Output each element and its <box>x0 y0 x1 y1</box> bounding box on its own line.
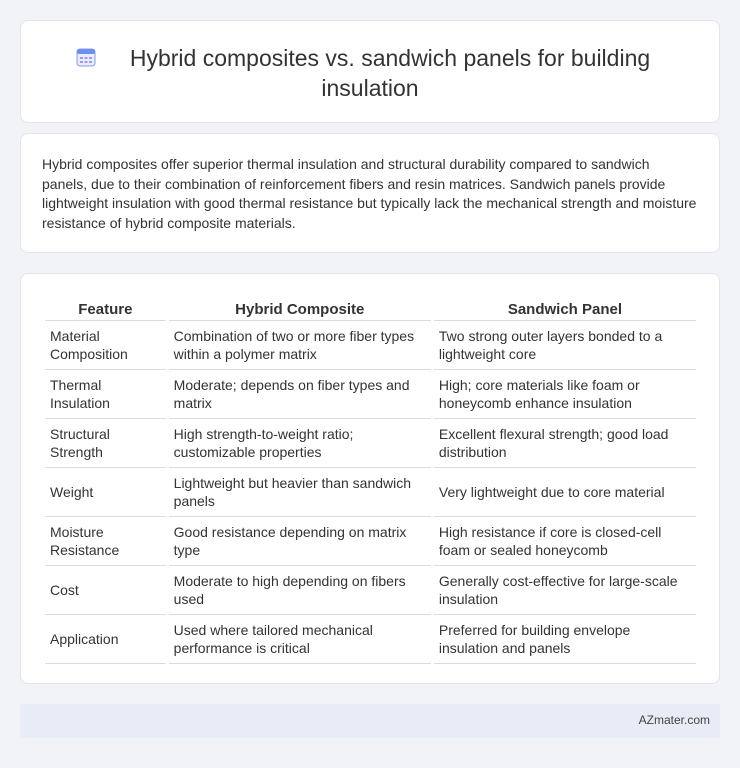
table-row <box>45 419 696 468</box>
hybrid-composite-cell: High strength-to-weight ratio; customizable properties <box>169 419 431 468</box>
page-title-line-2: insulation <box>321 75 419 101</box>
comparison-table-card <box>20 273 720 684</box>
table-row <box>45 321 696 370</box>
column-header-hybrid-composite: Hybrid Composite <box>169 295 431 321</box>
hybrid-composite-cell: Used where tailored mechanical performance is critical <box>169 615 431 664</box>
sandwich-panel-cell: Preferred for building envelope insulation and panels <box>434 615 696 664</box>
sandwich-panel-cell: Excellent flexural strength; good load distribution <box>434 419 696 468</box>
feature-cell: Structural Strength <box>45 419 166 468</box>
feature-cell: Weight <box>45 468 166 517</box>
table-row <box>45 370 696 419</box>
column-header-sandwich-panel: Sandwich Panel <box>434 295 696 321</box>
hybrid-composite-cell: Lightweight but heavier than sandwich panels <box>169 468 431 517</box>
feature-cell: Thermal Insulation <box>45 370 166 419</box>
table-row <box>45 615 696 664</box>
table-row <box>45 517 696 566</box>
summary-card <box>20 133 720 253</box>
sandwich-panel-cell: High; core materials like foam or honeycomb enhance insulation <box>434 370 696 419</box>
sandwich-panel-cell: Generally cost-effective for large-scale insulation <box>434 566 696 615</box>
page-title-line-1: Hybrid composites vs. sandwich panels for building <box>129 45 651 71</box>
table-row <box>45 566 696 615</box>
sandwich-panel-cell: High resistance if core is closed-cell foam or sealed honeycomb <box>434 517 696 566</box>
footer <box>20 704 720 738</box>
hybrid-composite-cell: Moderate to high depending on fibers used <box>169 566 431 615</box>
feature-cell: Moisture Resistance <box>45 517 166 566</box>
page-title <box>21 43 719 103</box>
hybrid-composite-cell: Combination of two or more fiber types within a polymer matrix <box>169 321 431 370</box>
sandwich-panel-cell: Two strong outer layers bonded to a lightweight core <box>434 321 696 370</box>
comparison-table <box>42 295 699 664</box>
table-header-row <box>45 295 696 321</box>
table-row <box>45 468 696 517</box>
summary-text: Hybrid composites offer superior thermal insulation and structural durability compared to sandwich panels, due to their combination of reinforcement fibers and resin matrices. Sandwich panels provide lightweight insulation with good thermal resistance but typically lack the mechanical strength and moisture resistance of hybrid composite materials. <box>42 156 697 231</box>
hybrid-composite-cell: Good resistance depending on matrix type <box>169 517 431 566</box>
feature-cell: Material Composition <box>45 321 166 370</box>
feature-cell: Application <box>45 615 166 664</box>
column-header-feature: Feature <box>45 295 166 321</box>
feature-cell: Cost <box>45 566 166 615</box>
title-card <box>20 20 720 123</box>
hybrid-composite-cell: Moderate; depends on fiber types and matrix <box>169 370 431 419</box>
footer-source-link[interactable]: AZmater.com <box>638 713 710 727</box>
sandwich-panel-cell: Very lightweight due to core material <box>434 468 696 517</box>
